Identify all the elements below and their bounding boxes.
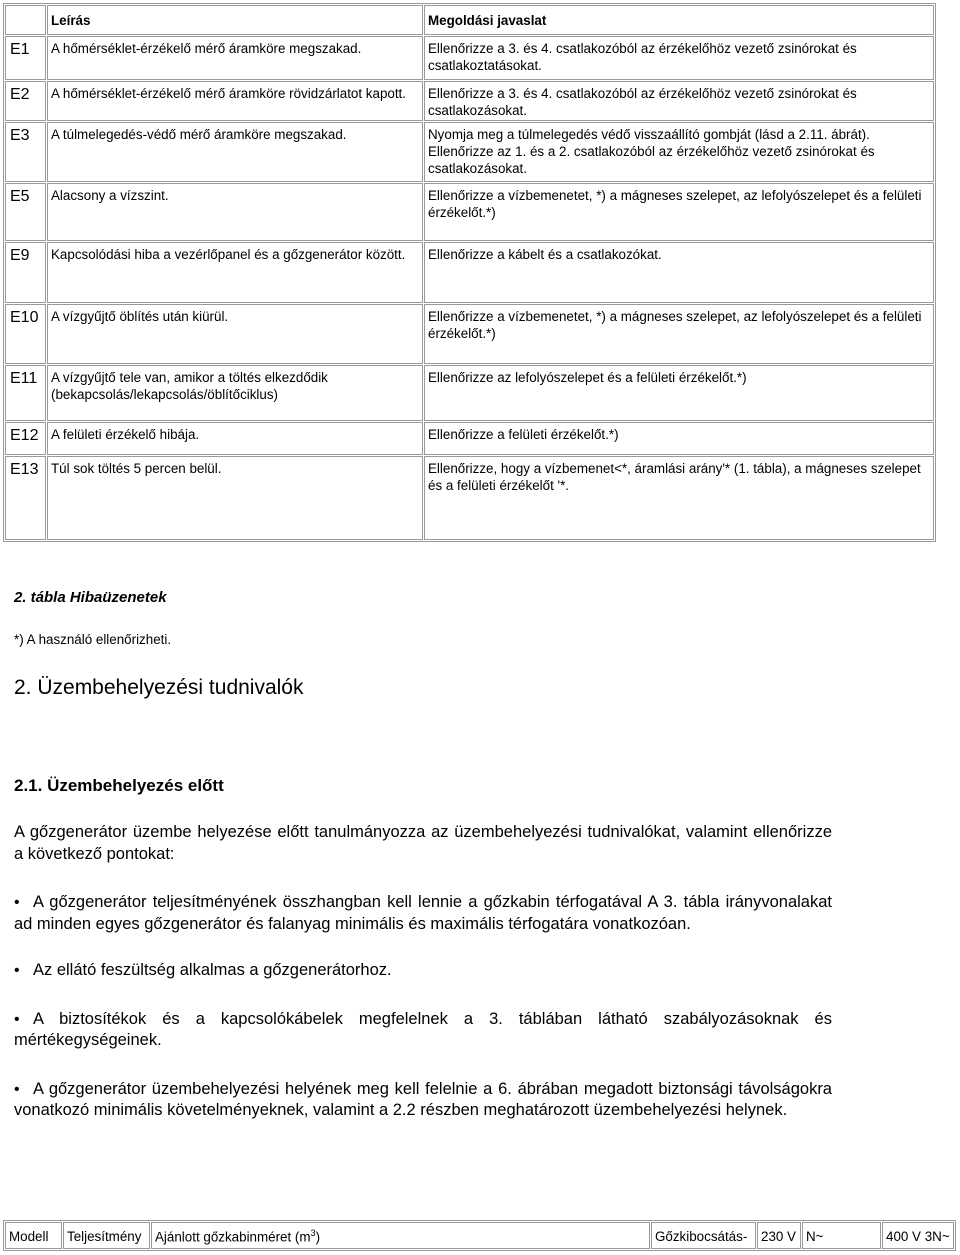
table-row [5,122,934,182]
header-steam-outlet: Gőzkibocsátás- [651,1222,756,1249]
error-code: E10 [5,304,46,364]
error-code: E3 [5,122,46,182]
header-model: Modell [5,1222,62,1249]
bullet-icon: • [14,962,20,979]
list-item-text: A gőzgenerátor teljesítményének összhangban kell lennie a gőzkabin térfogatával A 3. tábla irányvonalakat ad minden egyes gőzgenerátor és falanyag minimális és maximális térfogatára vonatkozóan. [14,893,832,933]
header-230v: 230 V [757,1222,801,1249]
error-code: E2 [5,81,46,121]
list-item [14,1079,832,1122]
header-power: Teljesítmény [63,1222,150,1249]
error-solution: Ellenőrizze a 3. és 4. csatlakozóból az érzékelőhöz vezető zsinórokat és csatlakoztatásokat. [424,36,934,80]
header-n-tilde: N~ [802,1222,881,1249]
header-code [5,5,46,35]
header-solution: Megoldási javaslat [424,5,934,35]
table-row [5,242,934,303]
subsection-title: 2.1. Üzembehelyezés előtt [14,776,224,795]
list-item-text: Az ellátó feszültség alkalmas a gőzgenerátorhoz. [33,961,392,979]
list-item-text: A gőzgenerátor üzembehelyezési helyének meg kell felelnie a 6. ábrában megadott biztonsági távolságokra vonatkozó minimális követelményeknek, valamint a 2.2 részben meghatározott üzembehelyezési helynek. [14,1079,832,1119]
error-code: E5 [5,183,46,241]
error-codes-table [3,3,936,542]
table-row [5,422,934,455]
error-description: A hőmérséklet-érzékelő mérő áramköre megszakad. [47,36,423,80]
table-header-row [5,5,934,35]
error-description: Túl sok töltés 5 percen belül. [47,456,423,540]
error-description: A hőmérséklet-érzékelő mérő áramköre rövidzárlatot kapott. [47,81,423,121]
section-title: 2. Üzembehelyezési tudnivalók [14,676,304,699]
intro-paragraph: A gőzgenerátor üzembe helyezése előtt tanulmányozza az üzembehelyezési tudnivalókat, valamint ellenőrizze a következő pontokat: [14,823,832,863]
error-description: A vízgyűjtő tele van, amikor a töltés elkezdődik (bekapcsolás/lekapcsolás/öblítőciklus) [47,365,423,421]
error-description: Alacsony a vízszint. [47,183,423,241]
table-row [5,183,934,241]
error-solution: Ellenőrizze a vízbemenetet, *) a mágneses szelepet, az lefolyószelepet és a felületi érzékelőt.*) [424,304,934,364]
error-solution: Ellenőrizze a 3. és 4. csatlakozóból az érzékelőhöz vezető zsinórokat és csatlakozásokat. [424,81,934,121]
error-solution: Ellenőrizze, hogy a vízbemenet<*, áramlási arány'* (1. tábla), a mágneses szelepet és a felületi érzékelőt '*. [424,456,934,540]
error-solution: Ellenőrizze az lefolyószelepet és a felületi érzékelőt.*) [424,365,934,421]
error-code: E9 [5,242,46,303]
error-solution: Ellenőrizze a vízbemenetet, *) a mágneses szelepet, az lefolyószelepet és a felületi érzékelőt.*) [424,183,934,241]
error-solution: Ellenőrizze a felületi érzékelőt.*) [424,422,934,455]
list-item [14,1009,832,1052]
table-row [5,81,934,121]
error-code: E1 [5,36,46,80]
cabin-size-suffix: ) [315,1229,321,1245]
bullet-icon: • [14,1080,20,1098]
error-code: E12 [5,422,46,455]
error-description: A túlmelegedés-védő mérő áramköre megszakad. [47,122,423,182]
checklist [14,892,832,1149]
error-description: A felületi érzékelő hibája. [47,422,423,455]
error-code: E13 [5,456,46,540]
header-cabin-size [151,1222,650,1249]
error-solution: Ellenőrizze a kábelt és a csatlakozókat. [424,242,934,303]
list-item [14,892,832,935]
table-row [5,365,934,421]
table-row [5,36,934,80]
bullet-icon: • [14,1010,20,1028]
header-description: Leírás [47,5,423,35]
table-row [5,456,934,540]
header-400v: 400 V 3N~ [882,1222,954,1249]
table-header-row [5,1222,954,1249]
bullet-icon: • [14,894,20,911]
table-row [5,304,934,364]
cabin-size-exponent: 3 [310,1228,316,1238]
cabin-size-label: Ajánlott gőzkabinméret (m [155,1229,311,1245]
error-description: A vízgyűjtő öblítés után kiürül. [47,304,423,364]
footnote: *) A használó ellenőrizheti. [14,632,172,647]
list-item [14,960,832,982]
error-solution: Nyomja meg a túlmelegedés védő visszaállító gombját (lásd a 2.11. ábrát). Ellenőrizze az 1. és a 2. csatlakozóból az érzékelőhöz vezető zsinórokat és csatlakozásokat. [424,122,934,182]
table-caption: 2. tábla Hibaüzenetek [14,589,167,606]
model-table-header [3,1220,956,1251]
error-code: E11 [5,365,46,421]
error-description: Kapcsolódási hiba a vezérlőpanel és a gőzgenerátor között. [47,242,423,303]
list-item-text: A biztosítékok és a kapcsolókábelek megfelelnek a 3. táblában látható szabályozásoknak és mértékegységeinek. [14,1009,832,1049]
